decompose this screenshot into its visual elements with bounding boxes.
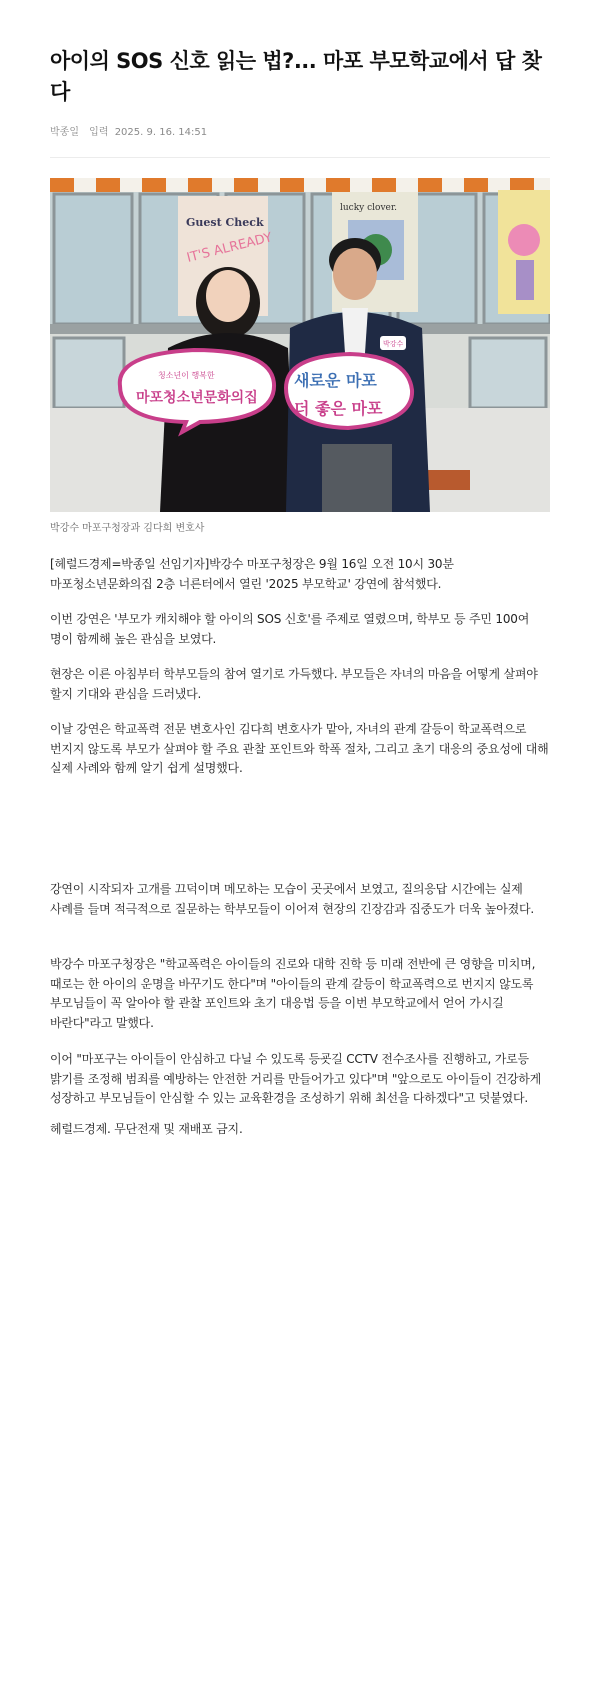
svg-text:새로운 마포: 새로운 마포 [294, 371, 377, 390]
paragraph-4: 이날 강연은 학교폭력 전문 변호사인 김다희 변호사가 맡아, 자녀의 관계 갈등이 학교폭력으로 번지지 않도록 부모가 살펴야 할 주요 관찰 포인트와 학폭 절차, 그리고 초기 대응의 중요성에 대해 실제 사례와 함께 알기 쉽게 설명했다. [50, 722, 549, 775]
svg-text:lucky clover.: lucky clover. [340, 203, 398, 213]
author-name[interactable]: 박종일 [50, 127, 79, 138]
date-label: 입력 [89, 127, 109, 138]
header-divider [50, 157, 550, 158]
article-title: 아이의 SOS 신호 읽는 법?... 마포 부모학교에서 답 찾다 [50, 49, 542, 104]
article-photo[interactable] [50, 178, 550, 512]
svg-text:Guest Check: Guest Check [186, 216, 264, 229]
publish-date: 2025. 9. 16. 14:51 [114, 127, 208, 138]
svg-text:청소년이 행복한: 청소년이 행복한 [158, 371, 215, 380]
svg-text:IT'S ALREADY: IT'S ALREADY [185, 230, 274, 266]
paragraph-2: 이번 강연은 '부모가 캐치해야 할 아이의 SOS 신호'를 주제로 열렸으며, 학부모 등 주민 100여 명이 함께해 높은 관심을 보였다. [50, 612, 530, 646]
svg-text:박강수: 박강수 [383, 340, 404, 348]
byline [50, 123, 214, 138]
paragraph-3: 현장은 이른 아침부터 학부모들의 참여 열기로 가득했다. 부모들은 자녀의 마음을 어떻게 살펴야 할지 기대와 관심을 드러냈다. [50, 667, 538, 701]
paragraph-6: 박강수 마포구청장은 "학교폭력은 아이들의 진로와 대학 진학 등 미래 전반에 큰 영향을 미치며, 때로는 한 아이의 운명을 바꾸기도 한다"며 "아이들의 관계 갈등이 학교폭력으로 번지지 않도록 부모님들이 꼭 알아야 할 관찰 포인트와 초기 대응법 등을 이번 부모학교에서 얻어 가시길 바란다"라고 말했다. [50, 957, 536, 1030]
svg-text:더 좋은 마포: 더 좋은 마포 [294, 399, 383, 418]
paragraph-1: [헤럴드경제=박종일 선임기자]박강수 마포구청장은 9월 16일 오전 10시 30분 마포청소년문화의집 2층 너른터에서 열린 '2025 부모학교' 강연에 참석했다. [50, 557, 454, 591]
paragraph-7: 이어 "마포구는 아이들이 안심하고 다닐 수 있도록 등굣길 CCTV 전수조사를 진행하고, 가로등 밝기를 조정해 범죄를 예방하는 안전한 거리를 만들어가고 있다"며 "앞으로도 아이들이 건강하게 성장하고 부모님들이 안심할 수 있는 교육환경을 조성하기 위해 최선을 다하겠다"고 덧붙였다. [50, 1052, 542, 1105]
paragraph-5: 강연이 시작되자 고개를 끄덕이며 메모하는 모습이 곳곳에서 보였고, 질의응답 시간에는 실제 사례를 들며 적극적으로 질문하는 학부모들이 이어져 현장의 긴장감과 집중도가 더욱 높아졌다. [50, 882, 535, 916]
image-caption: 박강수 마포구청장과 김다희 변호사 [50, 523, 205, 534]
svg-text:마포청소년문화의집: 마포청소년문화의집 [136, 390, 258, 406]
copyright-notice: 헤럴드경제. 무단전재 및 재배포 금지. [50, 1122, 243, 1136]
